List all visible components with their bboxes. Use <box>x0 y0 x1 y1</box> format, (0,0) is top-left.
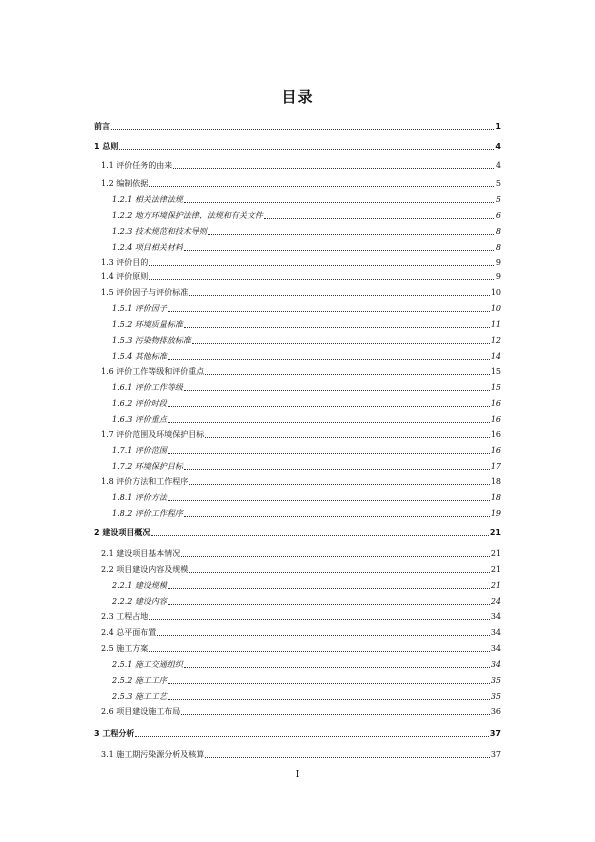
toc-entry-label: 2.5.2 施工工序 <box>112 676 167 685</box>
toc-entry[interactable] <box>94 120 501 132</box>
toc-entry-label: 1.2 编制依据 <box>101 179 149 188</box>
toc-entry-page: 18 <box>490 477 501 486</box>
toc-entry-label: 1 总则 <box>94 142 119 151</box>
toc-dot-leader <box>168 310 490 312</box>
toc-entry-label: 1.7.1 评价范围 <box>112 446 167 455</box>
toc-entry-page: 10 <box>490 288 501 297</box>
toc-dot-leader <box>149 650 490 652</box>
toc-dot-leader <box>149 278 494 280</box>
toc-entry-label: 1.4 评价原则 <box>101 272 149 281</box>
toc-entry-page: 34 <box>490 628 501 637</box>
toc-entry-label: 1.8 评价方法和工作程序 <box>101 477 189 486</box>
toc-entry-page: 9 <box>495 272 501 281</box>
toc-dot-leader <box>168 682 490 684</box>
toc-dot-leader <box>181 555 490 557</box>
toc-entry-page: 8 <box>495 243 501 252</box>
toc-entry[interactable] <box>94 727 501 739</box>
toc-entry[interactable] <box>112 318 501 330</box>
toc-entry-page: 18 <box>490 493 501 502</box>
toc-entry-label: 1.5.2 环境质量标准 <box>112 320 183 329</box>
toc-entry-page: 4 <box>495 142 501 151</box>
toc-dot-leader <box>184 666 490 668</box>
toc-entry[interactable] <box>112 397 501 409</box>
toc-entry-page: 9 <box>495 258 501 267</box>
toc-entry[interactable] <box>101 428 501 440</box>
toc-entry-page: 15 <box>490 383 501 392</box>
page-number-footer: I <box>295 770 300 780</box>
toc-dot-leader <box>119 148 494 150</box>
toc-dot-leader <box>184 249 494 251</box>
toc-entry-page: 15 <box>490 367 501 376</box>
toc-entry[interactable] <box>112 674 501 686</box>
toc-entry-label: 1.5.1 评价因子 <box>112 304 167 313</box>
toc-dot-leader <box>168 405 490 407</box>
toc-dot-leader <box>208 233 494 235</box>
toc-dot-leader <box>151 534 489 536</box>
toc-dot-leader <box>189 294 490 296</box>
toc-dot-leader <box>181 713 490 715</box>
toc-dot-leader <box>135 735 489 737</box>
toc-entry-page: 1 <box>495 122 501 131</box>
toc-entry[interactable] <box>112 444 501 456</box>
toc-entry-label: 2.4 总平面布置 <box>101 628 157 637</box>
toc-entry-label: 1.1 评价任务的由来 <box>101 161 173 170</box>
toc-entry[interactable] <box>101 563 501 575</box>
toc-dot-leader <box>184 515 490 517</box>
toc-entry[interactable] <box>101 286 501 298</box>
toc-entry-label: 2.3 工程占地 <box>101 612 149 621</box>
toc-entry-page: 5 <box>495 195 501 204</box>
toc-entry[interactable] <box>101 642 501 654</box>
toc-entry-label: 3 工程分析 <box>94 729 135 738</box>
toc-entry[interactable] <box>112 413 501 425</box>
toc-dot-leader <box>149 618 490 620</box>
toc-entry[interactable] <box>101 547 501 559</box>
toc-entry-page: 16 <box>490 399 501 408</box>
toc-entry-page: 19 <box>490 509 501 518</box>
toc-entry-label: 1.6.3 评价重点 <box>112 415 167 424</box>
toc-entry-label: 1.2.4 项目相关材料 <box>112 243 183 252</box>
toc-dot-leader <box>184 389 490 391</box>
toc-dot-leader <box>168 421 490 423</box>
toc-dot-leader <box>264 217 494 219</box>
toc-dot-leader <box>173 167 494 169</box>
toc-entry[interactable] <box>101 256 501 268</box>
toc-entry-page: 34 <box>490 660 501 669</box>
toc-dot-leader <box>184 201 494 203</box>
toc-entry-label: 1.2.2 地方环境保护法律、法规和有关文件 <box>112 211 263 220</box>
toc-dot-leader <box>168 603 490 605</box>
toc-entry-label: 1.3 评价目的 <box>101 258 149 267</box>
toc-dot-leader <box>149 264 494 266</box>
toc-entry-label: 2.2 项目建设内容及规模 <box>101 565 189 574</box>
toc-entry-page: 37 <box>489 729 501 738</box>
toc-entry[interactable] <box>94 526 501 538</box>
toc-entry-page: 21 <box>490 549 501 558</box>
toc-entry[interactable] <box>101 159 501 171</box>
toc-entry-label: 1.2.1 相关法律法规 <box>112 195 183 204</box>
toc-entry-label: 1.6.2 评价时段 <box>112 399 167 408</box>
toc-entry[interactable] <box>101 705 501 717</box>
toc-entry-label: 1.7 评价范围及环境保护目标 <box>101 430 205 439</box>
toc-entry[interactable] <box>112 209 501 221</box>
toc-dot-leader <box>184 326 490 328</box>
page-title: 目录 <box>281 88 314 106</box>
toc-entry-page: 4 <box>495 161 501 170</box>
toc-entry[interactable] <box>101 475 501 487</box>
toc-entry[interactable] <box>112 460 501 472</box>
toc-entry-page: 34 <box>490 644 501 653</box>
toc-entry-label: 1.6 评价工作等级和评价重点 <box>101 367 205 376</box>
toc-entry-page: 24 <box>490 597 501 606</box>
toc-entry[interactable] <box>112 579 501 591</box>
toc-entry[interactable] <box>101 626 501 638</box>
toc-entry[interactable] <box>112 658 501 670</box>
toc-entry-page: 17 <box>490 462 501 471</box>
toc-dot-leader <box>149 185 494 187</box>
toc-dot-leader <box>168 358 490 360</box>
toc-entry-page: 8 <box>495 227 501 236</box>
toc-dot-leader <box>168 452 490 454</box>
toc-entry-page: 21 <box>490 565 501 574</box>
toc-dot-leader <box>205 756 490 758</box>
toc-dot-leader <box>189 571 490 573</box>
toc-entry[interactable] <box>112 241 501 253</box>
toc-entry-page: 14 <box>490 352 501 361</box>
toc-entry-label: 2 建设项目概况 <box>94 528 151 537</box>
toc-dot-leader <box>168 587 490 589</box>
toc-entry[interactable] <box>101 270 501 282</box>
toc-entry[interactable] <box>101 748 501 760</box>
toc-entry-page: 16 <box>490 415 501 424</box>
toc-entry-label: 1.2.3 技术规范和技术导则 <box>112 227 207 236</box>
toc-entry-label: 2.5.1 施工交通组织 <box>112 660 183 669</box>
toc-entry-label: 2.6 项目建设施工布局 <box>101 707 181 716</box>
toc-entry-page: 16 <box>490 446 501 455</box>
toc-entry-page: 12 <box>490 336 501 345</box>
toc-entry-label: 3.1 施工期污染源分析及核算 <box>101 750 205 759</box>
toc-entry-label: 2.5.3 施工工艺 <box>112 692 167 701</box>
toc-entry-label: 前言 <box>94 122 110 131</box>
toc-entry[interactable] <box>112 334 501 346</box>
toc-entry-label: 1.8.1 评价方法 <box>112 493 167 502</box>
toc-entry[interactable] <box>112 690 501 702</box>
toc-dot-leader <box>168 499 490 501</box>
toc-entry-page: 11 <box>490 320 501 329</box>
toc-entry-page: 10 <box>490 304 501 313</box>
toc-dot-leader <box>192 342 490 344</box>
toc-entry[interactable] <box>112 507 501 519</box>
toc-entry[interactable] <box>112 302 501 314</box>
toc-entry-page: 36 <box>490 707 501 716</box>
toc-entry-label: 1.6.1 评价工作等级 <box>112 383 183 392</box>
toc-dot-leader <box>111 128 494 130</box>
toc-entry-page: 6 <box>495 211 501 220</box>
toc-entry[interactable] <box>101 610 501 622</box>
toc-entry-label: 1.5.4 其他标准 <box>112 352 167 361</box>
toc-entry-label: 2.1 建设项目基本情况 <box>101 549 181 558</box>
toc-entry-label: 2.5 施工方案 <box>101 644 149 653</box>
toc-entry-label: 1.5 评价因子与评价标准 <box>101 288 189 297</box>
toc-entry[interactable] <box>101 365 501 377</box>
toc-entry[interactable] <box>112 225 501 237</box>
toc-entry-page: 35 <box>490 692 501 701</box>
toc-entry[interactable] <box>112 595 501 607</box>
toc-dot-leader <box>168 698 490 700</box>
toc-dot-leader <box>205 436 490 438</box>
toc-entry-page: 5 <box>495 179 501 188</box>
toc-entry-page: 21 <box>490 581 501 590</box>
toc-dot-leader <box>157 634 490 636</box>
toc-entry-page: 34 <box>490 612 501 621</box>
toc-entry-label: 1.7.2 环境保护目标 <box>112 462 183 471</box>
toc-entry-page: 21 <box>489 528 501 537</box>
toc-entry-page: 37 <box>490 750 501 759</box>
toc-dot-leader <box>189 483 490 485</box>
toc-entry-page: 16 <box>490 430 501 439</box>
toc-entry[interactable] <box>112 193 501 205</box>
toc-entry-label: 1.8.2 评价工作程序 <box>112 509 183 518</box>
toc-entry-page: 35 <box>490 676 501 685</box>
toc-dot-leader <box>205 373 490 375</box>
toc-entry[interactable] <box>94 140 501 152</box>
toc-dot-leader <box>184 468 490 470</box>
toc-entry-label: 2.2.1 建设规模 <box>112 581 167 590</box>
toc-entry[interactable] <box>112 491 501 503</box>
toc-entry-label: 1.5.3 污染物排放标准 <box>112 336 191 345</box>
toc-entry[interactable] <box>101 177 501 189</box>
toc-entry[interactable] <box>112 381 501 393</box>
toc-entry-label: 2.2.2 建设内容 <box>112 597 167 606</box>
toc-entry[interactable] <box>112 350 501 362</box>
